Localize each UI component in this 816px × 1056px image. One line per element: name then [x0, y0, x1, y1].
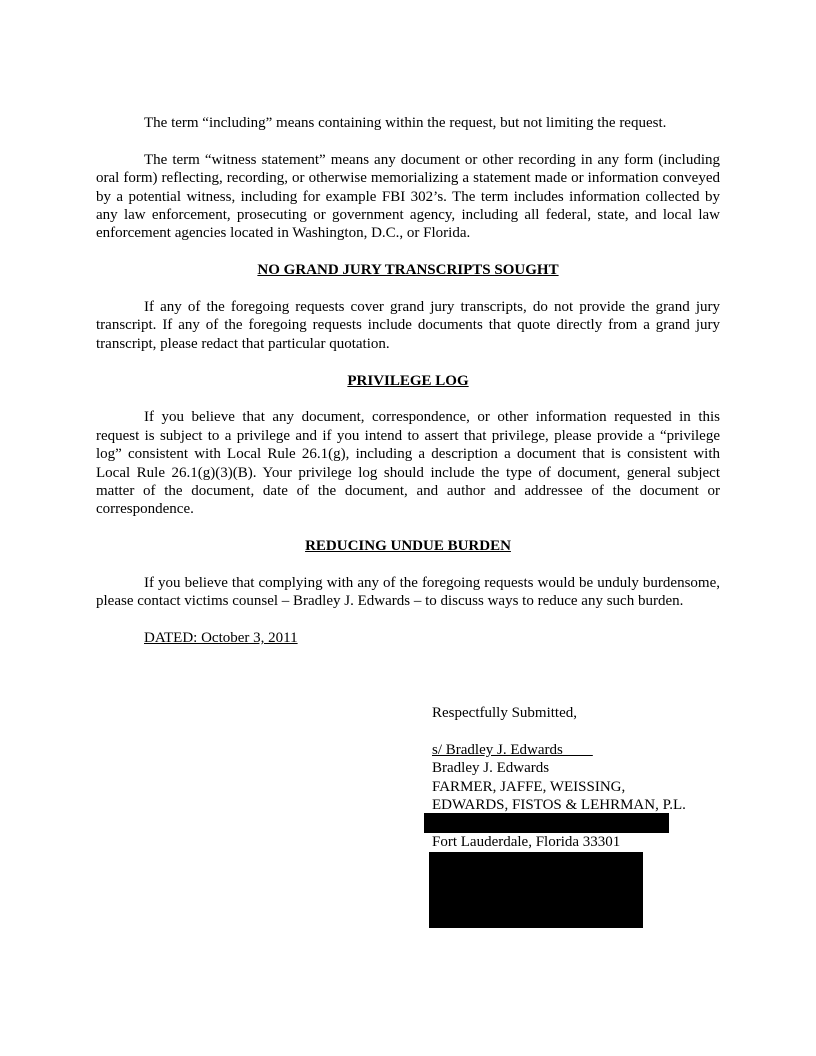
redaction-contact-box — [429, 852, 643, 928]
closing: Respectfully Submitted, — [432, 705, 577, 721]
firm-name-line1: FARMER, JAFFE, WEISSING, — [432, 778, 626, 795]
attorney-name: Bradley J. Edwards — [432, 760, 550, 777]
heading-grand-jury: NO GRAND JURY TRANSCRIPTS SOUGHT — [257, 262, 559, 279]
paragraph-undue-burden: If you believe that complying with any of the foregoing requests would be unduly burdensome, please contact victims counsel – Bradley J. Edwards – to discuss ways to reduce any such burden. — [96, 575, 720, 610]
heading-privilege-log: PRIVILEGE LOG — [347, 372, 469, 389]
dated-line — [96, 629, 720, 647]
city-state-zip: Fort Lauderdale, Florida 33301 — [432, 833, 621, 850]
document-body — [96, 114, 720, 648]
paragraph-witness-statement: The term “witness statement” means any document or other recording in any form (including oral form) reflecting, recording, or otherwise memorializing a statement made or information conveyed by a potential witness, including for example FBI 302’s. The term includes information collected by any law enforcement, prosecuting or government agency, including all federal, state, and local law enforcement agencies located in Washington, D.C., or Florida. — [96, 151, 720, 242]
dated-text: DATED: October 3, 2011 — [144, 630, 298, 647]
electronic-signature: s/ Bradley J. Edwards — [432, 741, 593, 758]
redaction-address-box — [424, 813, 669, 833]
firm-name-line2: EDWARDS, FISTOS & LEHRMAN, P.L. — [432, 797, 686, 814]
paragraph-grand-jury: If any of the foregoing requests cover grand jury transcripts, do not provide the grand jury transcript. If any of the foregoing requests include documents that quote directly from a grand jury transcript, please redact that particular quotation. — [96, 299, 720, 352]
heading-undue-burden: REDUCING UNDUE BURDEN — [305, 538, 511, 555]
paragraph-including: The term “including” means containing within the request, but not limiting the request. — [144, 115, 667, 131]
paragraph-privilege-log: If you believe that any document, correspondence, or other information requested in this request is subject to a privilege and if you intend to assert that privilege, please provide a “privilege log” consistent with Local Rule 26.1(g), including a description a document that is consistent with Local Rule 26.1(g)(3)(B). Your privilege log should include the type of document, general subject matter of the document, date of the document, and author and addressee of the document or correspondence. — [96, 409, 720, 518]
